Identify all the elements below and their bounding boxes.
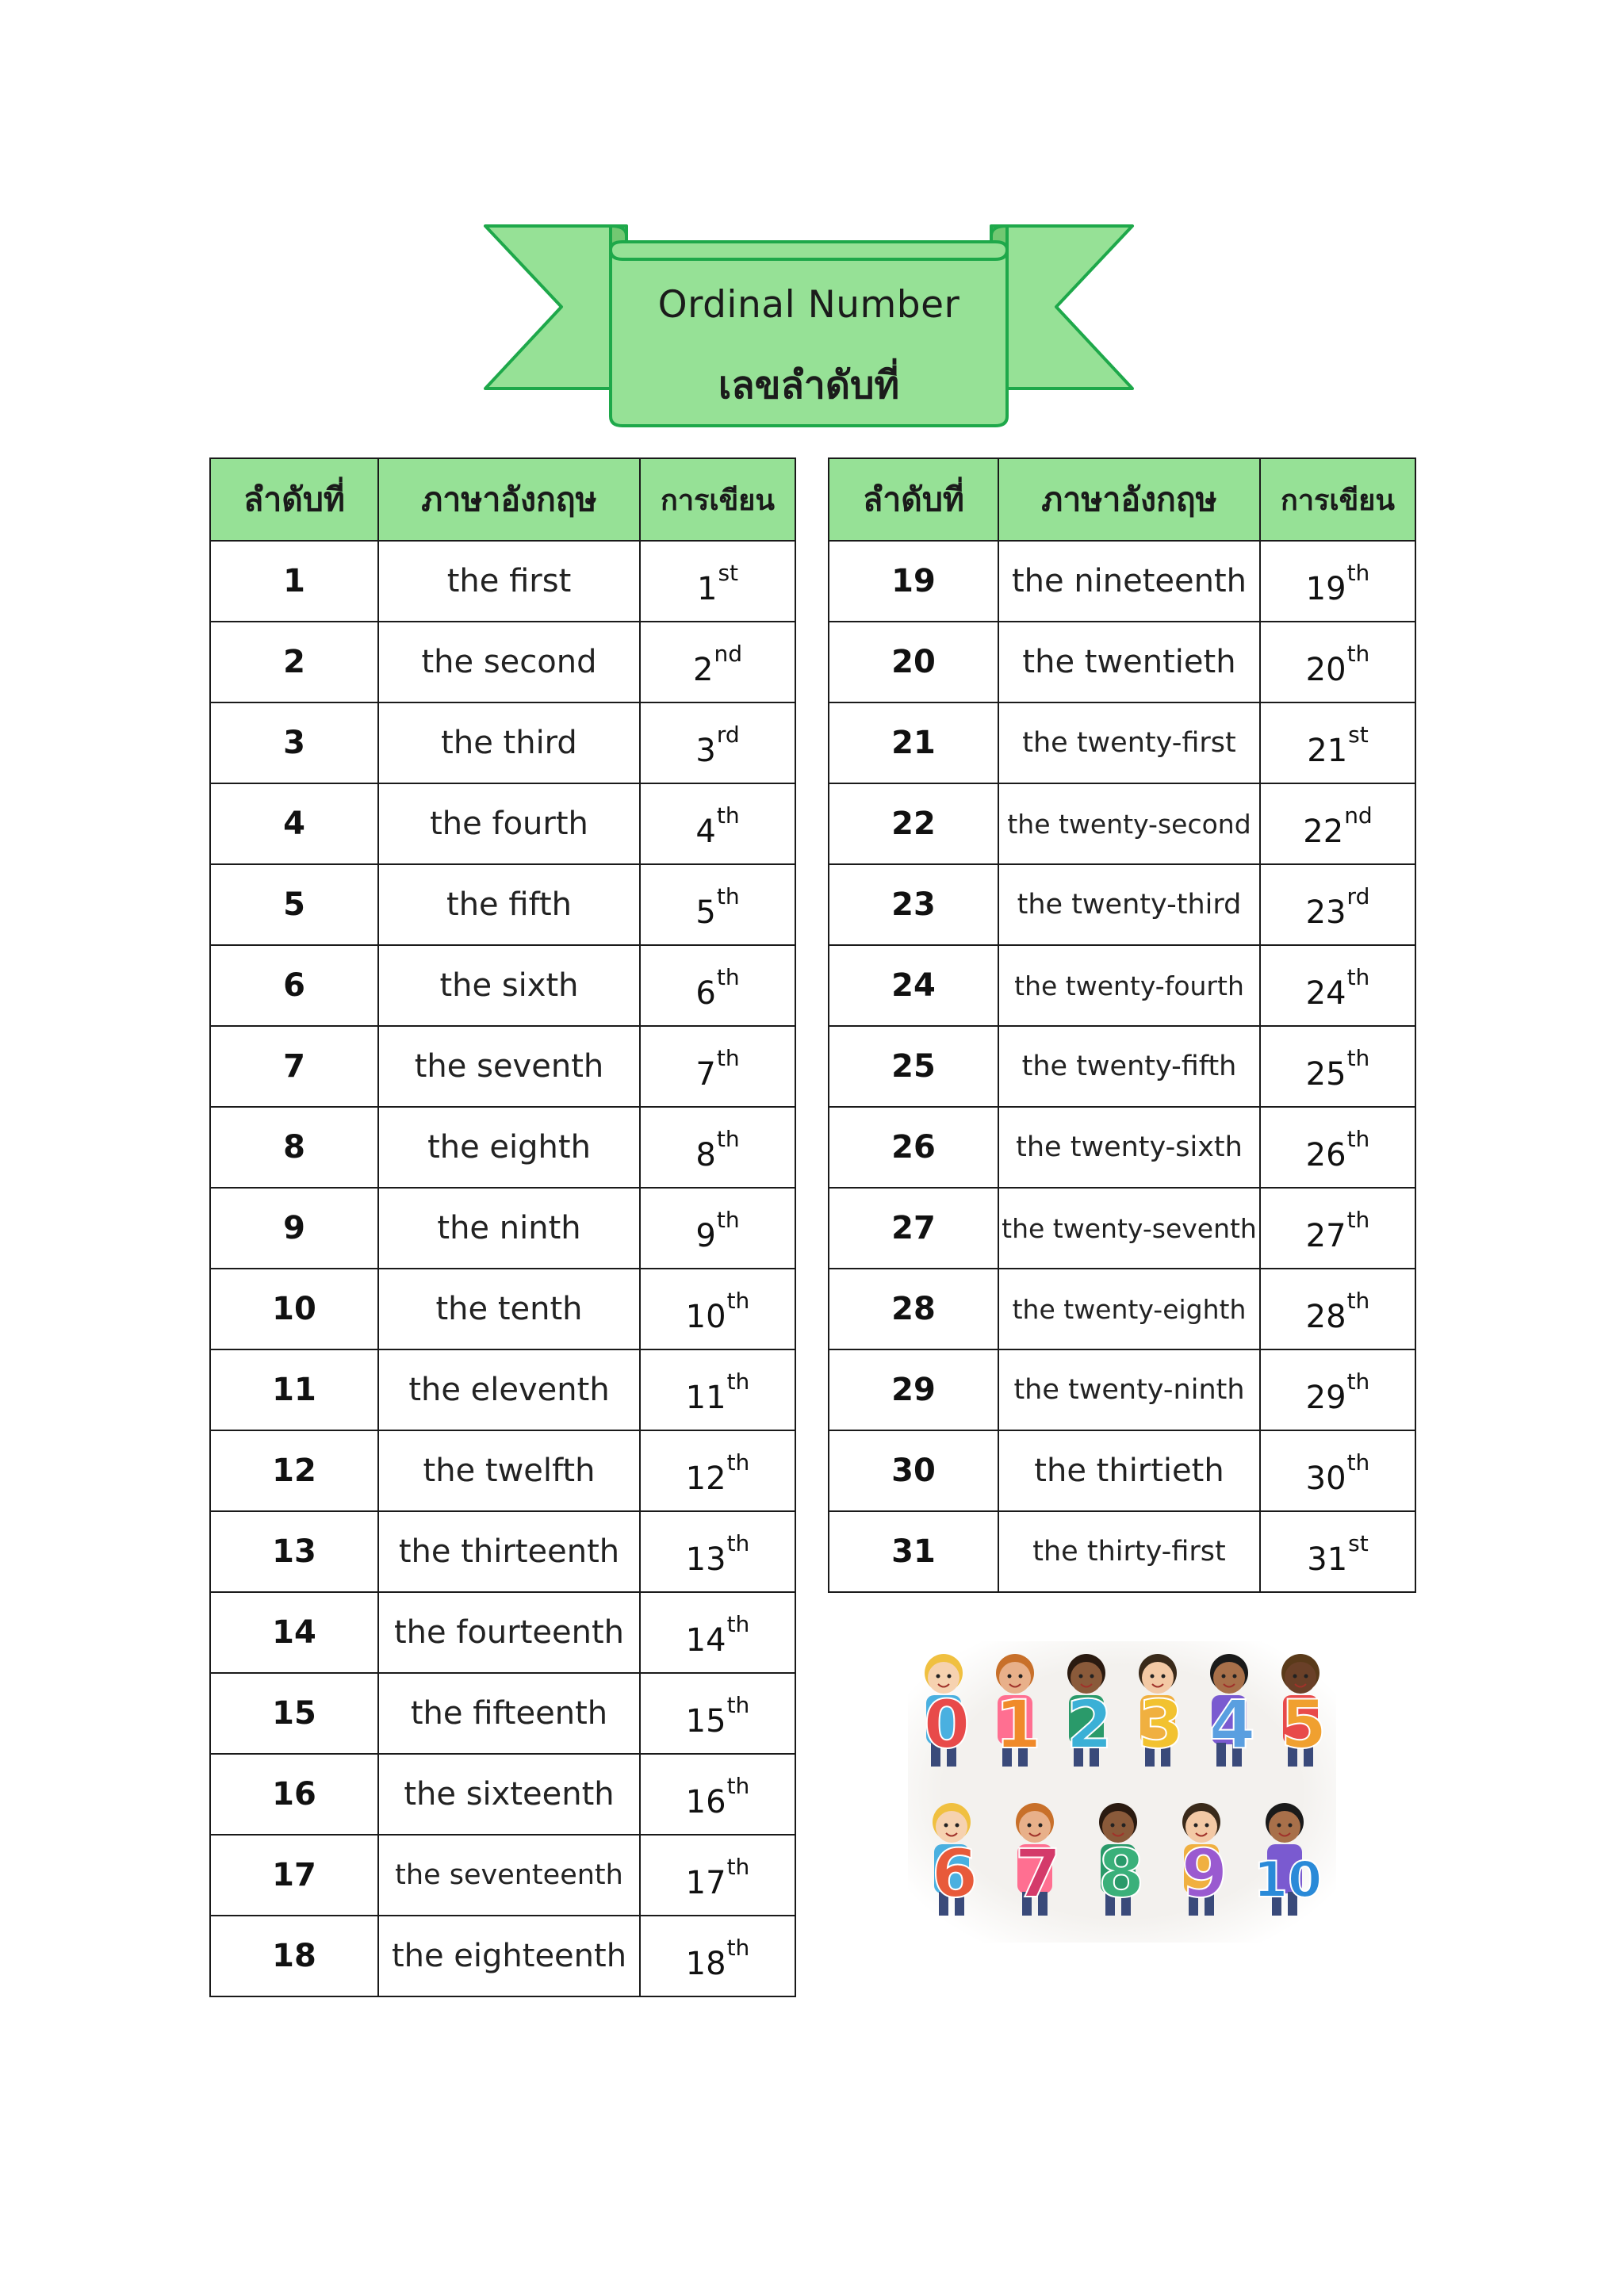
table-row (210, 622, 795, 702)
written-form-cell (640, 541, 795, 622)
english-word-cell: the fifteenth (378, 1673, 640, 1754)
column-header-english: ภาษาอังกฤษ (998, 458, 1260, 541)
written-form-cell (640, 1835, 795, 1916)
english-word-cell: the tenth (378, 1269, 640, 1349)
order-number-cell: 27 (829, 1188, 998, 1269)
english-word-cell: the twenty-fourth (998, 945, 1260, 1026)
ordinal-suffix: th (1346, 1045, 1370, 1071)
written-form-cell (640, 783, 795, 864)
table-row (829, 702, 1415, 783)
ordinal-suffix: nd (714, 641, 742, 667)
written-form-cell (1260, 783, 1415, 864)
written-number: 17 (685, 1865, 726, 1901)
english-word-cell: the ninth (378, 1188, 640, 1269)
table-row (829, 1349, 1415, 1430)
order-number-cell: 2 (210, 622, 378, 702)
order-number-cell: 23 (829, 864, 998, 945)
english-word-cell: the thirteenth (378, 1511, 640, 1592)
ordinal-suffix: th (1346, 1207, 1370, 1233)
ordinal-suffix: th (726, 1935, 750, 1961)
written-number: 10 (685, 1299, 726, 1335)
children-holding-numbers-illustration (908, 1641, 1336, 1943)
table-row (829, 1430, 1415, 1511)
written-form-cell (640, 1026, 795, 1107)
written-form-cell (1260, 1349, 1415, 1430)
written-form-cell (640, 1916, 795, 1996)
table-header-row (210, 458, 795, 541)
english-word-cell: the thirty-first (998, 1511, 1260, 1592)
column-header-order: ลำดับที่ (210, 458, 378, 541)
written-number: 27 (1305, 1218, 1346, 1254)
held-number-digit: 2 (1066, 1686, 1113, 1763)
held-number-digit: 10 (1253, 1851, 1323, 1908)
order-number-cell: 26 (829, 1107, 998, 1188)
english-word-cell: the seventh (378, 1026, 640, 1107)
page-subtitle-thai: เลขลำดับที่ (718, 363, 900, 408)
written-form-cell (1260, 622, 1415, 702)
written-number: 8 (695, 1137, 716, 1173)
order-number-cell: 11 (210, 1349, 378, 1430)
held-number-digit: 6 (931, 1835, 979, 1912)
written-form-cell (640, 864, 795, 945)
held-number-digit: 5 (1280, 1686, 1327, 1763)
written-number: 2 (693, 652, 714, 688)
table-row (829, 1511, 1415, 1592)
table-row (210, 945, 795, 1026)
order-number-cell: 31 (829, 1511, 998, 1592)
held-number-digit: 8 (1097, 1835, 1145, 1912)
english-word-cell: the eighteenth (378, 1916, 640, 1996)
written-form-cell (1260, 1269, 1415, 1349)
ordinal-suffix: th (726, 1854, 750, 1880)
column-header-order: ลำดับที่ (829, 458, 998, 541)
english-word-cell: the fourth (378, 783, 640, 864)
table-row (210, 864, 795, 945)
written-form-cell (640, 1511, 795, 1592)
written-form-cell (1260, 864, 1415, 945)
order-number-cell: 30 (829, 1430, 998, 1511)
written-number: 3 (695, 733, 716, 769)
column-header-english: ภาษาอังกฤษ (378, 458, 640, 541)
english-word-cell: the second (378, 622, 640, 702)
table-body (829, 541, 1415, 1592)
ordinal-suffix: th (726, 1288, 750, 1314)
written-number: 21 (1307, 733, 1348, 769)
written-form-cell (1260, 1107, 1415, 1188)
held-number-digit: 1 (994, 1686, 1042, 1763)
ordinal-suffix: th (716, 1207, 740, 1233)
order-number-cell: 25 (829, 1026, 998, 1107)
english-word-cell: the twenty-first (998, 702, 1260, 783)
table-row (210, 1026, 795, 1107)
table-row (210, 1754, 795, 1835)
english-word-cell: the thirtieth (998, 1430, 1260, 1511)
ordinal-suffix: st (1348, 722, 1369, 748)
written-number: 30 (1305, 1460, 1346, 1497)
written-number: 12 (685, 1460, 726, 1497)
english-word-cell: the eleventh (378, 1349, 640, 1430)
written-number: 31 (1307, 1541, 1348, 1578)
written-number: 26 (1305, 1137, 1346, 1173)
table-row (210, 1511, 795, 1592)
order-number-cell: 28 (829, 1269, 998, 1349)
english-word-cell: the twenty-ninth (998, 1349, 1260, 1430)
column-header-writing: การเขียน (640, 458, 795, 541)
written-form-cell (640, 1592, 795, 1673)
order-number-cell: 19 (829, 541, 998, 622)
ordinal-table-left (209, 457, 796, 1997)
written-form-cell (1260, 1188, 1415, 1269)
english-word-cell: the twelfth (378, 1430, 640, 1511)
ordinal-suffix: th (1346, 1369, 1370, 1395)
page-title: Ordinal Number (657, 283, 960, 327)
table-row (210, 1349, 795, 1430)
table-row (210, 783, 795, 864)
order-number-cell: 12 (210, 1430, 378, 1511)
english-word-cell: the sixteenth (378, 1754, 640, 1835)
written-number: 20 (1305, 652, 1346, 688)
ordinal-table-right (828, 457, 1416, 1593)
english-word-cell: the twenty-fifth (998, 1026, 1260, 1107)
ordinal-suffix: th (1346, 560, 1370, 586)
english-word-cell: the sixth (378, 945, 640, 1026)
order-number-cell: 3 (210, 702, 378, 783)
held-number-digit: 0 (923, 1686, 971, 1763)
written-form-cell (1260, 541, 1415, 622)
order-number-cell: 14 (210, 1592, 378, 1673)
english-word-cell: the twenty-second (998, 783, 1260, 864)
written-number: 28 (1305, 1299, 1346, 1335)
held-number-digit: 3 (1137, 1686, 1185, 1763)
written-form-cell (640, 622, 795, 702)
order-number-cell: 5 (210, 864, 378, 945)
order-number-cell: 7 (210, 1026, 378, 1107)
written-form-cell (640, 1349, 795, 1430)
written-number: 25 (1305, 1056, 1346, 1093)
order-number-cell: 22 (829, 783, 998, 864)
written-form-cell (640, 1269, 795, 1349)
written-number: 11 (685, 1380, 726, 1416)
written-number: 22 (1303, 813, 1344, 850)
order-number-cell: 1 (210, 541, 378, 622)
ordinal-suffix: th (1346, 1126, 1370, 1152)
english-word-cell: the first (378, 541, 640, 622)
english-word-cell: the twenty-sixth (998, 1107, 1260, 1188)
table-row (210, 1835, 795, 1916)
ordinal-suffix: th (716, 802, 740, 829)
order-number-cell: 13 (210, 1511, 378, 1592)
written-form-cell (1260, 702, 1415, 783)
english-word-cell: the fourteenth (378, 1592, 640, 1673)
order-number-cell: 10 (210, 1269, 378, 1349)
ordinal-suffix: th (1346, 641, 1370, 667)
table-row (210, 1269, 795, 1349)
written-number: 13 (685, 1541, 726, 1578)
written-number: 24 (1305, 975, 1346, 1012)
ordinal-suffix: th (716, 883, 740, 909)
order-number-cell: 29 (829, 1349, 998, 1430)
table-row (829, 1188, 1415, 1269)
ordinal-suffix: th (726, 1449, 750, 1476)
english-word-cell: the twenty-seventh (998, 1188, 1260, 1269)
written-number: 23 (1305, 894, 1346, 931)
table-row (210, 1188, 795, 1269)
ordinal-suffix: th (716, 1045, 740, 1071)
held-number-digit: 9 (1181, 1835, 1228, 1912)
order-number-cell: 9 (210, 1188, 378, 1269)
table-row (829, 783, 1415, 864)
ordinal-suffix: th (716, 964, 740, 990)
table-row (210, 702, 795, 783)
written-form-cell (1260, 1511, 1415, 1592)
ordinal-suffix: th (726, 1611, 750, 1637)
table-row (210, 1673, 795, 1754)
table-header-row (829, 458, 1415, 541)
table-row (829, 1026, 1415, 1107)
order-number-cell: 17 (210, 1835, 378, 1916)
table-row (210, 1592, 795, 1673)
written-number: 1 (696, 571, 718, 607)
written-number: 16 (685, 1784, 726, 1820)
ordinal-suffix: st (1348, 1530, 1369, 1556)
written-number: 18 (685, 1946, 726, 1982)
table-row (210, 541, 795, 622)
written-form-cell (640, 1430, 795, 1511)
written-form-cell (640, 1188, 795, 1269)
order-number-cell: 18 (210, 1916, 378, 1996)
written-form-cell (640, 945, 795, 1026)
english-word-cell: the eighth (378, 1107, 640, 1188)
english-word-cell: the twentieth (998, 622, 1260, 702)
table-row (210, 1107, 795, 1188)
ordinal-suffix: th (726, 1530, 750, 1556)
table-row (210, 1430, 795, 1511)
written-form-cell (1260, 1430, 1415, 1511)
written-form-cell (640, 1673, 795, 1754)
ordinal-suffix: th (726, 1692, 750, 1718)
written-number: 29 (1305, 1380, 1346, 1416)
order-number-cell: 6 (210, 945, 378, 1026)
ordinal-suffix: th (716, 1126, 740, 1152)
english-word-cell: the twenty-third (998, 864, 1260, 945)
english-word-cell: the seventeenth (378, 1835, 640, 1916)
written-form-cell (640, 1107, 795, 1188)
order-number-cell: 21 (829, 702, 998, 783)
ordinal-suffix: th (726, 1369, 750, 1395)
order-number-cell: 20 (829, 622, 998, 702)
written-number: 19 (1305, 571, 1346, 607)
ordinal-suffix: rd (1346, 883, 1370, 909)
order-number-cell: 4 (210, 783, 378, 864)
written-number: 14 (685, 1622, 726, 1659)
written-number: 5 (695, 894, 716, 931)
order-number-cell: 24 (829, 945, 998, 1026)
held-number-digit: 7 (1014, 1835, 1062, 1912)
table-row (829, 541, 1415, 622)
held-number-digit: 4 (1208, 1686, 1256, 1763)
english-word-cell: the fifth (378, 864, 640, 945)
written-form-cell (1260, 1026, 1415, 1107)
written-number: 7 (695, 1056, 716, 1093)
table-row (829, 1269, 1415, 1349)
ordinal-suffix: th (1346, 964, 1370, 990)
ordinal-suffix: th (1346, 1288, 1370, 1314)
english-word-cell: the nineteenth (998, 541, 1260, 622)
written-number: 9 (695, 1218, 716, 1254)
ordinal-suffix: nd (1344, 802, 1373, 829)
table-row (210, 1916, 795, 1996)
order-number-cell: 8 (210, 1107, 378, 1188)
ordinal-suffix: th (726, 1773, 750, 1799)
table-row (829, 622, 1415, 702)
order-number-cell: 15 (210, 1673, 378, 1754)
order-number-cell: 16 (210, 1754, 378, 1835)
written-form-cell (640, 1754, 795, 1835)
written-number: 4 (695, 813, 716, 850)
written-number: 15 (685, 1703, 726, 1740)
column-header-writing: การเขียน (1260, 458, 1415, 541)
english-word-cell: the third (378, 702, 640, 783)
table-row (829, 945, 1415, 1026)
english-word-cell: the twenty-eighth (998, 1269, 1260, 1349)
table-body (210, 541, 795, 1996)
ordinal-suffix: th (1346, 1449, 1370, 1476)
table-row (829, 864, 1415, 945)
written-form-cell (1260, 945, 1415, 1026)
written-number: 6 (695, 975, 716, 1012)
ordinal-suffix: rd (716, 722, 740, 748)
written-form-cell (640, 702, 795, 783)
ordinal-suffix: st (718, 560, 739, 586)
table-row (829, 1107, 1415, 1188)
